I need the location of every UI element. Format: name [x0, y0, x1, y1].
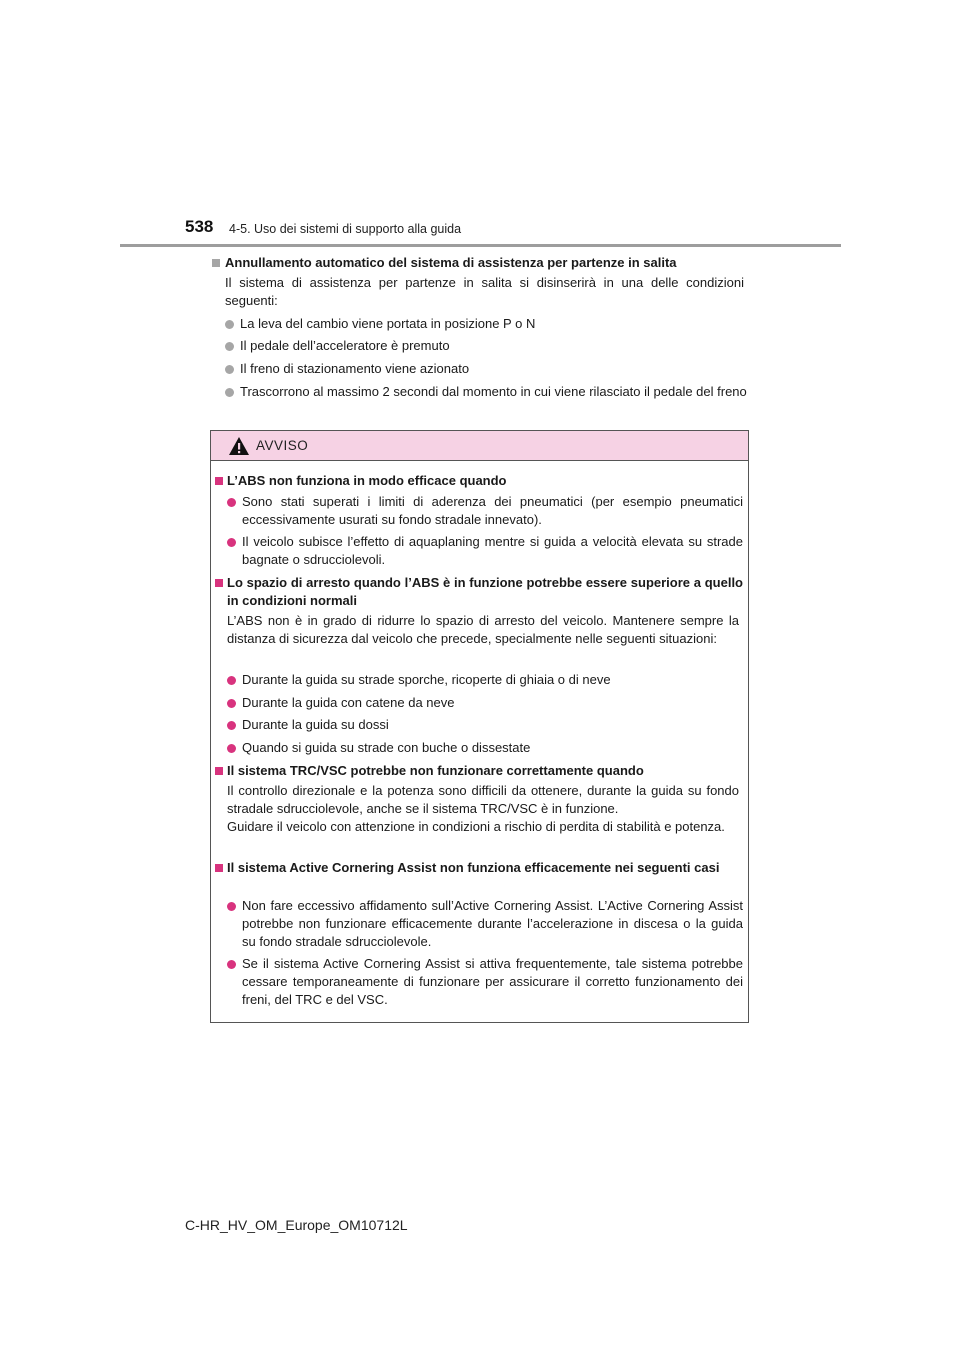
warning-square-icon — [215, 579, 223, 587]
warning-square-icon — [215, 477, 223, 485]
warning-section-heading: Il sistema TRC/VSC potrebbe non funzionare correttamente quando — [227, 763, 644, 778]
list-item: Trascorrono al massimo 2 secondi dal momento in cui viene rilasciato il pedale del freno — [240, 384, 747, 399]
warning-triangle-icon — [228, 436, 250, 456]
warning-section-body: L’ABS non è in grado di ridurre lo spazio di arresto del veicolo. Mantenere sempre la distanza di sicurezza dal veicolo che precede, specialmente nelle seguenti situazioni: — [227, 613, 739, 646]
list-item: Il freno di stazionamento viene azionato — [240, 361, 470, 376]
section-heading: Annullamento automatico del sistema di assistenza per partenze in salita — [225, 255, 677, 270]
warning-square-icon — [215, 864, 223, 872]
bullet-icon — [227, 699, 236, 708]
warning-list-item: Se il sistema Active Cornering Assist si attiva frequentemente, tale sistema potrebbe cessare temporaneamente di funzionare per assicurare il corretto funzionamento dei freni, del TRC e del VSC. — [242, 956, 743, 1007]
list-item: La leva del cambio viene portata in posizione P o N — [240, 316, 536, 331]
warning-section-heading: Il sistema Active Cornering Assist non funziona efficacemente nei seguenti casi — [227, 860, 720, 875]
list-item: Il pedale dell’acceleratore è premuto — [240, 338, 450, 353]
warning-list-item: Durante la guida su strade sporche, ricoperte di ghiaia o di neve — [242, 672, 611, 687]
warning-list-item: Durante la guida su dossi — [242, 717, 389, 732]
warning-header — [211, 431, 748, 461]
bullet-icon — [225, 365, 234, 374]
bullet-icon — [227, 538, 236, 547]
section-intro: Il sistema di assistenza per partenze in salita si disinserirà in una delle condizioni seguenti: — [225, 275, 744, 308]
bullet-icon — [227, 744, 236, 753]
warning-section-body: Guidare il veicolo con attenzione in condizioni a rischio di perdita di stabilità e potenza. — [227, 819, 725, 834]
document-id: C-HR_HV_OM_Europe_OM10712L — [185, 1217, 408, 1233]
warning-box — [210, 430, 749, 1023]
warning-section-heading: Lo spazio di arresto quando l’ABS è in funzione potrebbe essere superiore a quello in condizioni normali — [227, 575, 743, 608]
bullet-icon — [227, 676, 236, 685]
page-number: 538 — [185, 217, 214, 236]
warning-list-item: Quando si guida su strade con buche o dissestate — [242, 740, 531, 755]
warning-list-item: Il veicolo subisce l’effetto di aquaplaning mentre si guida a velocità elevata su strade bagnate o sdrucciolevoli. — [242, 534, 743, 567]
warning-section-body: Il controllo direzionale e la potenza sono difficili da ottenere, durante la guida su fondo stradale sdrucciolevole, anche se il sistema TRC/VSC è in funzione. — [227, 783, 739, 816]
bullet-icon — [227, 721, 236, 730]
section-square-icon — [212, 259, 220, 267]
warning-square-icon — [215, 767, 223, 775]
bullet-icon — [225, 342, 234, 351]
bullet-icon — [225, 388, 234, 397]
section-title: 4-5. Uso dei sistemi di supporto alla guida — [229, 222, 462, 236]
bullet-icon — [227, 498, 236, 507]
bullet-icon — [225, 320, 234, 329]
warning-list-item: Durante la guida con catene da neve — [242, 695, 455, 710]
warning-title: AVVISO — [256, 438, 309, 453]
bullet-icon — [227, 902, 236, 911]
page-header — [0, 0, 960, 250]
warning-section-heading: L’ABS non funziona in modo efficace quando — [227, 473, 507, 488]
bullet-icon — [227, 960, 236, 969]
warning-list-item: Sono stati superati i limiti di aderenza dei pneumatici (per esempio pneumatici eccessivamente usurati su fondo stradale innevato). — [242, 494, 743, 527]
warning-list-item: Non fare eccessivo affidamento sull’Active Cornering Assist. L’Active Cornering Assist potrebbe non funzionare efficacemente durante l’accelerazione in discesa o la guida su fondo stradale sdrucciolevole. — [242, 898, 743, 949]
header-divider — [120, 244, 841, 247]
